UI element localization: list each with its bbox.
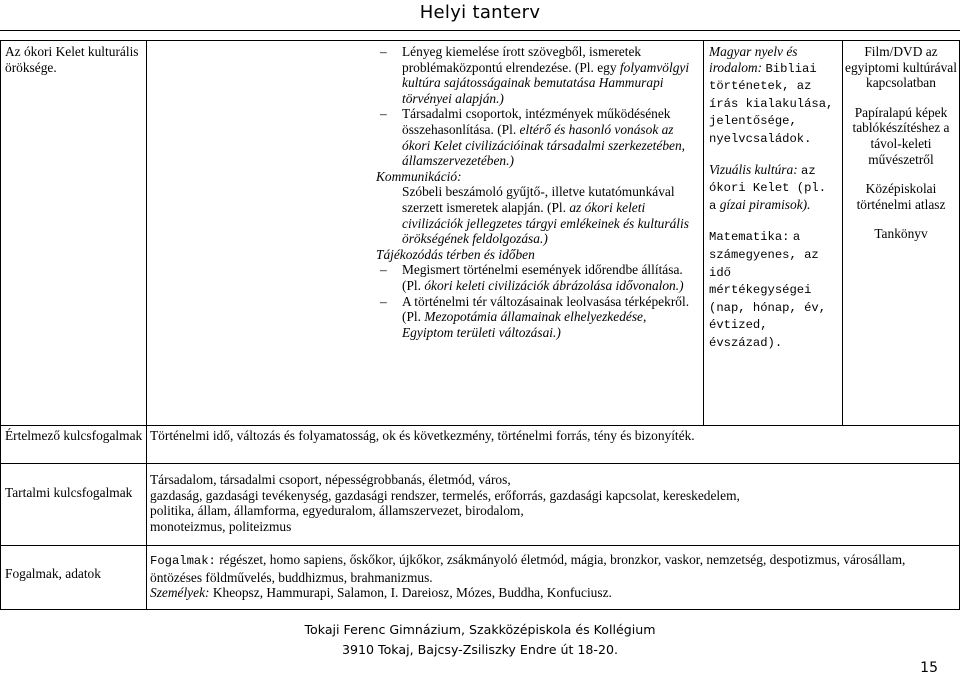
activities-cell (376, 44, 700, 340)
section-heading-orientation: Tájékozódás térben és időben (376, 246, 535, 262)
list-item: – Megismert történelmi események időrendbe állítása. (Pl. ókori keleti civilizációk ábrázolása idővonalon.) (376, 262, 700, 293)
topic-cell (5, 44, 143, 75)
key-concepts-label: Értelmező kulcsfogalmak (5, 428, 143, 443)
connection-math: Matematika: a számegyenes, az idő mértékegységei (nap, hónap, év, évtized, évszázad). (709, 230, 827, 350)
curriculum-table (0, 40, 960, 610)
row-rule-3 (0, 545, 960, 546)
footer-school-name: Tokaji Ferenc Gimnázium, Szakközépiskola és Kollégium (304, 622, 656, 637)
resource-item: Tankönyv (874, 226, 928, 242)
connection-hungarian: Magyar nyelv és irodalom: Bibliai történetek, az írás kialakulása, jelentősége, nyelvcsaládok. (709, 44, 834, 146)
connection-visual: Vizuális kultúra: az ókori Kelet (pl. a gízai piramisok). (709, 161, 827, 213)
resource-item: Középiskolai történelmi atlasz (856, 181, 946, 212)
page-number: 15 (920, 660, 938, 676)
people-list: Személyek: Kheopsz, Hammurapi, Salamon, I. Dareiosz, Mózes, Buddha, Konfuciusz. (150, 585, 612, 601)
terms-content (150, 552, 955, 601)
list-item: Szóbeli beszámoló gyűjtő-, illetve kutatómunkával szerzett ismeretek alapján. (Pl. az ókori keleti civilizációk jellegzetes tárgyi emlékeinek és kulturális örökségének feldolgozása.) (402, 184, 689, 247)
header-rule (0, 30, 960, 31)
row-rule-1 (0, 425, 960, 426)
table-divider-resources (842, 40, 843, 425)
table-border-bottom (0, 609, 960, 610)
key-concepts-content: Történelmi idő, változás és folyamatosság, ok és következmény, történelmi forrás, tény és bizonyíték. (150, 428, 695, 443)
connections-cell (709, 44, 839, 352)
list-item: – A történelmi tér változásainak leolvasása térképekről. (Pl. Mezopotámia államainak elhelyezkedése, Egyiptom területi változásai.) (376, 294, 700, 341)
resources-cell (845, 44, 957, 242)
content-concepts-label: Tartalmi kulcsfogalmak (5, 485, 133, 500)
content-concepts-content: Társadalom, társadalmi csoport, népességrobbanás, életmód, város, gazdaság, gazdasági tevékenység, gazdasági rendszer, termelés, erőforrás, gazdasági kapcsolat, kereskedelem, politika, állam, államforma, egyeduralom, államszervezet, birodalom, monoteizmus, politeizmus (150, 472, 740, 534)
resource-item: Papíralapú képek tablókészítéshez a távol-keleti művészetről (852, 104, 950, 167)
table-divider-connections (703, 40, 704, 425)
topic-text: Az ókori Kelet kulturális öröksége. (5, 44, 139, 75)
terms-label: Fogalmak, adatok (5, 566, 101, 581)
table-border-left (0, 40, 1, 610)
terms-list: Fogalmak: régészet, homo sapiens, őskőkor, újkőkor, zsákmányoló életmód, mágia, bronzkor, vaskor, nemzetség, despotizmus, városállam, öntözéses földművelés, buddhizmus, brahmanizmus. (150, 552, 906, 585)
footer-address: 3910 Tokaj, Bajcsy-Zsiliszky Endre út 18-20. (342, 642, 618, 657)
row-rule-2 (0, 463, 960, 464)
table-border-top (0, 40, 960, 41)
table-divider-label (146, 40, 147, 610)
section-heading-communication: Kommunikáció: (376, 168, 462, 184)
list-item: – Lényeg kiemelése írott szövegből, ismeretek problémaközpontú elrendezése. (Pl. egy folyamvölgyi kultúra sajátosságainak bemutatása Hammurapi törvényei alapján.) (376, 44, 700, 106)
list-item: – Társadalmi csoportok, intézmények működésének összehasonlítása. (Pl. eltérő és hasonló vonások az ókori Kelet civilizációinak társadalmi szerkezetében, államszervezetében.) (376, 106, 700, 168)
resource-item: Film/DVD az egyiptomi kultúrával kapcsolatban (845, 44, 957, 91)
header-title: Helyi tanterv (419, 2, 541, 23)
